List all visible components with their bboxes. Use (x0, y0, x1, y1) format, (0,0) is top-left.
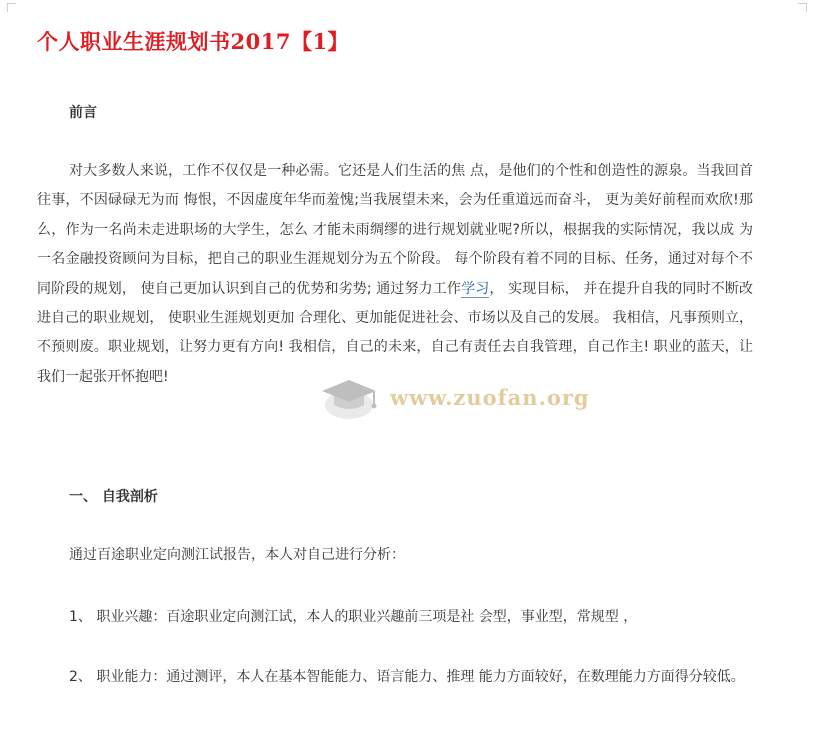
analysis-intro-paragraph: 通过百途职业定向测江试报告，本人对自己进行分析： (69, 547, 405, 563)
page-corner-mark-left (7, 3, 16, 12)
intro-text-part2: ， 实现目标， 并在提升自我的同时不断改进自己的职业规划， 使职业生涯规划更加 合理化、更加能促进社会、市场以及自己的发展。 我相信，凡事预则立，不预则废。职业规划，让努力更有方向! 我相信，自己的未来，自己有责任去自我管理，自己作主! 职业的蓝天，让我们一起张开怀抱吧! (37, 280, 754, 385)
watermark-text: www.zuofan.org (390, 385, 590, 410)
page-corner-mark-right (798, 3, 807, 12)
career-interest-item: 1、 职业兴趣：百途职业定向测江试，本人的职业兴趣前三项是社 会型，事业型，常规型 ， (69, 609, 638, 625)
career-ability-item: 2、 职业能力：通过测评，本人在基本智能能力、语言能力、推理 能力方面较好，在数理能力方面得分较低。 (69, 669, 745, 685)
preface-heading: 前言 (69, 105, 97, 121)
document-title: 个人职业生涯规划书2017【1】 (37, 29, 350, 54)
intro-text-part1: 对大多数人来说，工作不仅仅是一种必需。它还是人们生活的焦 点，是他们的个性和创造性的源泉。当我回首往事，不因碌碌无为而 悔恨，不因虚度年华而羞愧;当我展望未来，会为任重道远而奋斗， 更为美好前程而欢欣!那么，作为一名尚未走进职场的大学生，怎么 才能未雨绸缪的进行规划就业呢?所以，根据我的实际情况，我以成 为一名金融投资顾问为目标，把自己的职业生涯规划分为五个阶段。 每个阶段有着不同的目标、任务，通过对每个不同阶段的规划， 使自己更加认识到自己的优势和劣势; 通过努力工作 (37, 163, 753, 297)
study-link[interactable]: 学习 (461, 280, 490, 297)
intro-paragraph (37, 157, 753, 392)
section-heading-self-analysis: 一、 自我剖析 (69, 489, 158, 505)
